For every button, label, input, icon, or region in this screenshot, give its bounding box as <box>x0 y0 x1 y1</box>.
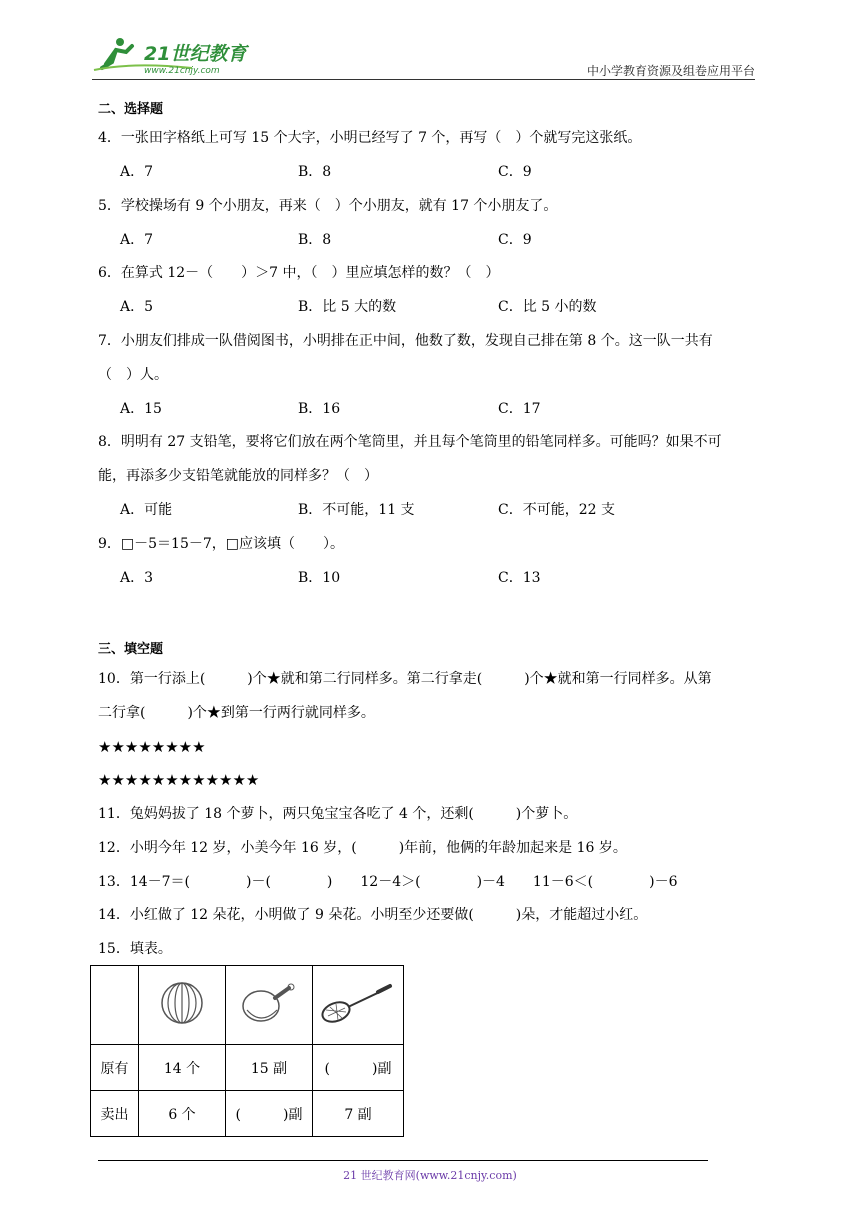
footer-text: 21 世纪教育网(www.21cnjy.com) <box>343 1169 517 1182</box>
q12-text: 12．小明今年 12 岁，小美今年 16 岁，( )年前，他俩的年龄加起来是 16 岁。 <box>98 840 627 856</box>
q4-option-a: A．7 <box>120 164 154 180</box>
q7-option-c: C．17 <box>498 401 541 417</box>
q5-option-a: A．7 <box>120 232 154 248</box>
q4-text: 4．一张田字格纸上可写 15 个大字，小明已经写了 7 个，再写（ ）个就写完这张纸。 <box>98 130 642 146</box>
ball-icon <box>159 980 205 1026</box>
q7-option-a: A．15 <box>120 401 162 417</box>
q8-option-c: C．不可能，22 支 <box>498 502 615 518</box>
logo-text: 21世纪教育 <box>144 43 247 65</box>
pingpong-image-cell <box>226 966 313 1045</box>
q9-option-b: B．10 <box>298 570 341 586</box>
q10-text-line2: 二行拿( )个★到第一行两行就同样多。 <box>98 705 375 721</box>
q4-option-c: C．9 <box>498 164 532 180</box>
q11-text: 11．兔妈妈拔了 18 个萝卜，两只兔宝宝各吃了 4 个，还剩( )个萝卜。 <box>98 806 578 822</box>
q8-text-line2: 能，再添多少支铅笔就能放的同样多？（ ） <box>98 468 378 484</box>
q10-star-row-1: ★★★★★★★★ <box>98 738 206 756</box>
section-3-title: 三、填空题 <box>98 642 164 657</box>
q7-option-b: B．16 <box>298 401 341 417</box>
q6-option-b: B．比 5 大的数 <box>298 299 397 315</box>
row-sold-label: 卖出 <box>91 1091 139 1137</box>
q5-text: 5．学校操场有 9 个小朋友，再来（ ）个小朋友，就有 17 个小朋友了。 <box>98 198 558 214</box>
original-ball-count: 14 个 <box>139 1045 226 1091</box>
q7-text-line1: 7．小朋友们排成一队借阅图书，小明排在正中间，他数了数，发现自己排在第 8 个。这一队一共有 <box>98 333 713 349</box>
q9-text: 9．□－5＝15－7，□应该填（ ）。 <box>98 536 344 552</box>
pingpong-paddle-icon <box>239 980 299 1026</box>
ball-image-cell <box>139 966 226 1045</box>
row-original-label: 原有 <box>91 1045 139 1091</box>
q5-option-c: C．9 <box>498 232 532 248</box>
q5-option-b: B．8 <box>298 232 332 248</box>
q8-option-b: B．不可能，11 支 <box>298 502 415 518</box>
badminton-image-cell <box>313 966 404 1045</box>
q14-text: 14．小红做了 12 朵花，小明做了 9 朵花。小明至少还要做( )朵，才能超过小红。 <box>98 907 648 923</box>
q15-title: 15．填表。 <box>98 941 172 957</box>
q6-option-a: A．5 <box>120 299 154 315</box>
badminton-racket-icon <box>318 980 398 1026</box>
q8-option-a: A．可能 <box>120 502 173 518</box>
logo-url: www.21cnjy.com <box>144 66 220 76</box>
q8-text-line1: 8．明明有 27 支铅笔，要将它们放在两个笔筒里，并且每个笔筒里的铅笔同样多。可能吗？如果不可 <box>98 434 722 450</box>
q10-text-line1: 10．第一行添上( )个★就和第二行同样多。第二行拿走( )个★就和第一行同样多。从第 <box>98 671 712 687</box>
q10-star-row-2: ★★★★★★★★★★★★ <box>98 771 260 789</box>
q13-text: 13．14－7＝( )－( ) 12－4＞( )－4 11－6＜( )－6 <box>98 874 678 890</box>
sold-pingpong-blank: ( )副 <box>226 1091 313 1137</box>
header-divider <box>92 79 755 80</box>
q6-option-c: C．比 5 小的数 <box>498 299 597 315</box>
original-pingpong-count: 15 副 <box>226 1045 313 1091</box>
q9-option-c: C．13 <box>498 570 541 586</box>
q9-option-a: A．3 <box>120 570 154 586</box>
site-logo <box>92 34 262 76</box>
q6-text: 6．在算式 12－（ ）＞7 中，（ ）里应填怎样的数？（ ） <box>98 265 500 281</box>
section-2-title: 二、选择题 <box>98 102 164 117</box>
sold-badminton-count: 7 副 <box>313 1091 404 1137</box>
original-badminton-blank: ( )副 <box>313 1045 404 1091</box>
q7-text-line2: （ ）人。 <box>98 367 168 383</box>
sold-ball-count: 6 个 <box>139 1091 226 1137</box>
table-corner-cell <box>91 966 139 1045</box>
footer-divider <box>98 1160 708 1161</box>
q4-option-b: B．8 <box>298 164 332 180</box>
header-platform-text: 中小学教育资源及组卷应用平台 <box>586 64 755 78</box>
q15-table <box>90 965 404 1137</box>
